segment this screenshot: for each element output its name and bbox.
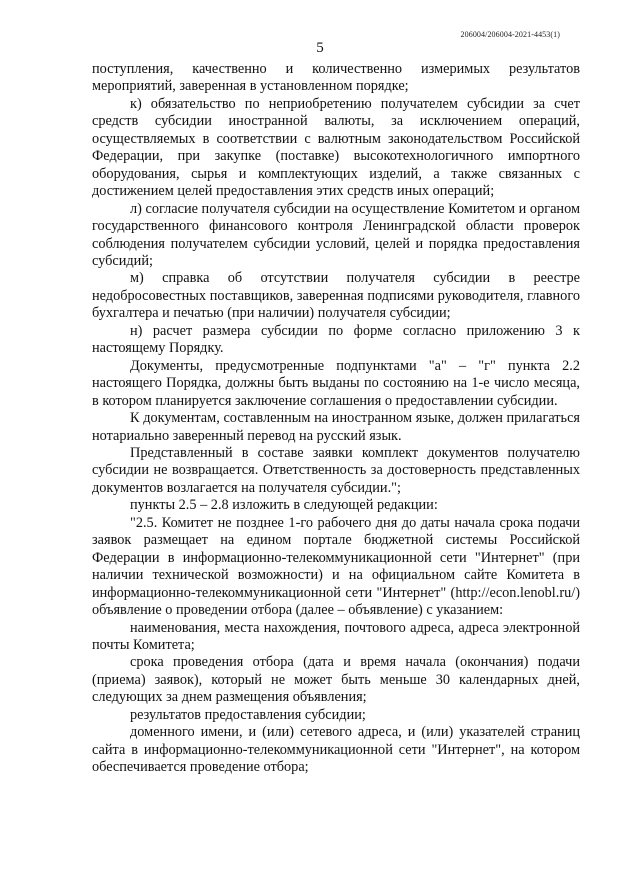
paragraph: н) расчет размера субсидии по форме согласно приложению 3 к настоящему Порядку. — [92, 322, 580, 357]
paragraph: наименования, места нахождения, почтового адреса, адреса электронной почты Комитета; — [92, 619, 580, 653]
paragraph: Документы, предусмотренные подпунктами "а" – "г" пункта 2.2 настоящего Порядка, должны быть выданы по состоянию на 1-е число месяца, в котором планируется заключение соглашения о предоставлении субсидии. — [92, 357, 580, 409]
paragraph: л) согласие получателя субсидии на осуществление Комитетом и органом государственного финансового контроля Ленинградской области проверок соблюдения получателем субсидии условий, целей и порядка предоставления субсидий; — [92, 200, 580, 269]
paragraph: пункты 2.5 – 2.8 изложить в следующей редакции: — [130, 497, 438, 514]
document-body — [92, 61, 580, 777]
document-id: 206004/206004-2021-4453(1) — [460, 30, 560, 39]
paragraph: К документам, составленным на иностранном языке, должен прилагаться нотариально заверенный перевод на русский язык. — [92, 410, 580, 444]
paragraph: "2.5. Комитет не позднее 1-го рабочего дня до даты начала срока подачи заявок размещает на едином портале бюджетной системы Российской Федерации в информационно-телекоммуникационной сети "Интернет" (при наличии технической возможности) и на официальном сайте Комитета в информационно-телекоммуникационной сети "Интернет" (http://econ.lenobl.ru/) объявление о проведении отбора (далее – объявление) с указанием: — [92, 514, 580, 619]
paragraph: поступления, качественно и количественно измеримых результатов мероприятий, заверенная в установленном порядке; — [92, 61, 580, 95]
paragraph: м) справка об отсутствии получателя субсидии в реестре недобросовестных поставщиков, заверенная подписями руководителя, главного бухгалтера и печатью (при наличии) получателя субсидии; — [92, 270, 580, 322]
paragraph: доменного имени, и (или) сетевого адреса, и (или) указателей страниц сайта в информационно-телекоммуникационной сети "Интернет", на котором обеспечивается проведение отбора; — [92, 724, 580, 776]
paragraph: Представленный в составе заявки комплект документов получателю субсидии не возвращается. Ответственность за достоверность представленных документов возлагается на получателя субсидии."; — [92, 444, 580, 496]
paragraph: к) обязательство по неприобретению получателем субсидии за счет средств субсидии иностранной валюты, за исключением операций, осуществляемых в соответствии с валютным законодательством Российской Федерации, при закупке (поставке) высокотехнологичного импортного оборудования, сырья и комплектующих изделий, а также связанных с достижением целей предоставления этих средств иных операций; — [92, 95, 580, 200]
paragraph: результатов предоставления субсидии; — [130, 706, 366, 723]
paragraph: срока проведения отбора (дата и время начала (окончания) подачи (приема) заявок), который не может быть меньше 30 календарных дней, следующих за днем размещения объявления; — [92, 654, 580, 706]
page-number: 5 — [316, 40, 324, 56]
